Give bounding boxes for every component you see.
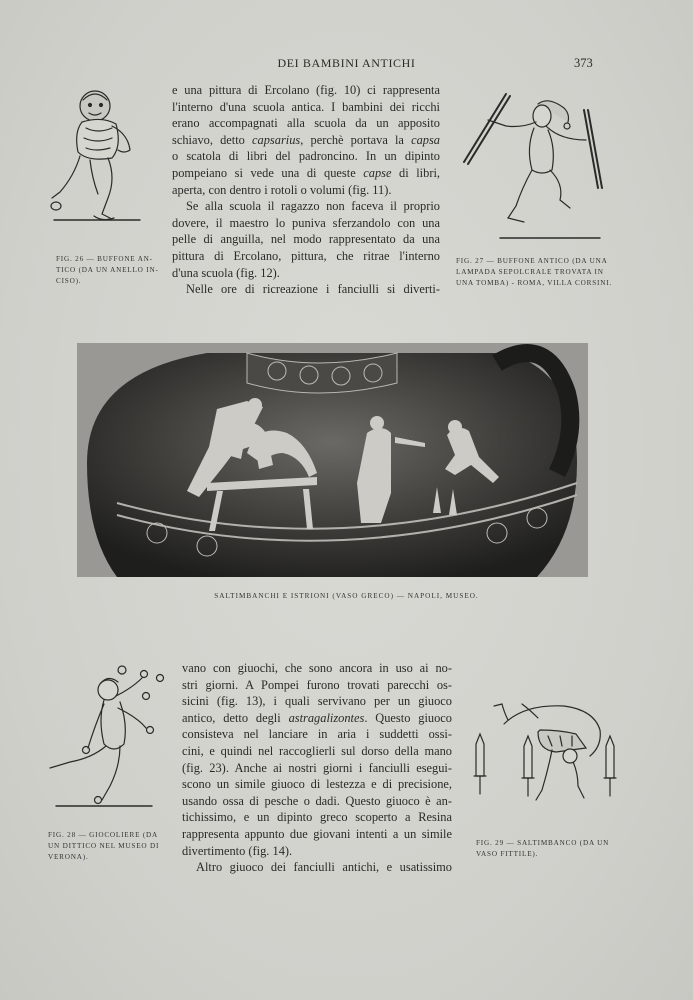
text-line: pittura di Ercolano, pittura, che ritrae l'interno <box>172 248 440 263</box>
caption-line: LAMPADA SEPOLCRALE TROVATA IN <box>456 268 604 276</box>
text-line: divertimento (fig. 14). <box>182 843 293 858</box>
text-line: pompeiano si vede una di queste <box>172 165 364 180</box>
italic-term: astragalizontes <box>288 710 365 725</box>
text-line: sicini (fig. 13), i quali servivano per un giuoco <box>182 694 452 709</box>
fig-27-jester-illustration <box>460 92 605 240</box>
text-line: l'interno d'una scuola antica. I bambini dei ricchi <box>172 99 440 114</box>
text-line: cini, e quindi nel raccoglierli sul dorso della mano <box>182 743 452 758</box>
text-line: consisteva nel lanciare in aria i suddetti ossi- <box>182 727 452 742</box>
text-line: scono un simile giuoco di lestezza e di precisione, <box>182 777 452 792</box>
greek-vase-photograph <box>77 343 588 577</box>
italic-term: capsa <box>411 132 441 147</box>
text-line: stri giorni. A Pompei furono trovati parecchi os- <box>182 677 452 692</box>
caption-line: UNA TOMBA) - ROMA, VILLA CORSINI. <box>456 279 612 287</box>
text-line: d'una scuola (fig. 12). <box>172 265 280 280</box>
caption-line: VERONA). <box>48 853 89 861</box>
text-line: (fig. 23). Anche ai nostri giorni i fanciulli esegui- <box>182 760 452 775</box>
text-line: usando ossa di pesche o dadi. Questo giuoco è an- <box>182 793 452 808</box>
fig-27-caption <box>456 256 616 289</box>
caption-line: VASO FITTILE). <box>476 850 539 858</box>
text-line: rappresenta appunto due giovani intenti a un simile <box>182 826 452 841</box>
running-title: DEI BAMBINI ANTICHI <box>277 56 416 70</box>
vase-image <box>77 343 588 577</box>
text-line: Altro giuoco dei fanciulli antichi, e usatissimo <box>196 860 452 875</box>
text-line: dovere, il maestro lo puniva sferzandolo con una <box>172 215 440 230</box>
text-line: , perchè portava la <box>300 132 412 147</box>
fig-28-juggler-illustration <box>46 664 174 814</box>
text-line: aperta, con dentro i rotoli o volumi (fig. 11). <box>172 182 392 197</box>
fig-26-jester-illustration <box>50 88 150 236</box>
caption-line: FIG. 28 — GIOCOLIERE (DA <box>48 831 159 839</box>
text-line: e una pittura di Ercolano (fig. 10) ci rappresenta <box>172 83 440 97</box>
text-line: pelle di anguilla, nel modo rappresentato da una <box>172 232 440 247</box>
text-line: di libri, <box>391 165 440 180</box>
caption-line: TICO (DA UN ANELLO IN- <box>56 266 159 274</box>
text-line: Se alla scuola il ragazzo non faceva il proprio <box>186 199 440 214</box>
running-header <box>0 56 693 72</box>
caption-line: CISO). <box>56 277 82 285</box>
text-line: Nelle ore di ricreazione i fanciulli si diverti- <box>186 282 440 297</box>
fig-28-caption <box>48 830 174 863</box>
text-line: o scatola di libri del padroncino. In un dipinto <box>172 149 440 164</box>
caption-line: FIG. 26 — BUFFONE AN- <box>56 255 153 263</box>
italic-term: capse <box>363 165 392 180</box>
photo-caption: SALTIMBANCHI E ISTRIONI (VASO GRECO) — NAPOLI, MUSEO. <box>214 592 479 600</box>
italic-term: capsarius <box>252 132 301 147</box>
caption-line: UN DITTICO NEL MUSEO DI <box>48 842 160 850</box>
text-line: erano accompagnati alla scuola da un apposito <box>172 116 440 131</box>
caption-line: FIG. 27 — BUFFONE ANTICO (DA UNA <box>456 257 608 265</box>
text-line: schiavo, detto <box>172 132 253 147</box>
fig-29-acrobat-illustration <box>468 690 620 808</box>
body-text-bottom <box>182 660 452 876</box>
text-line: tichissimo, e un dipinto greco scoperto a Resina <box>182 810 452 825</box>
body-text-top <box>172 82 440 298</box>
fig-26-caption <box>56 254 166 287</box>
text-line: . Questo giuoco <box>364 710 453 725</box>
page-number: 373 <box>574 56 593 70</box>
fig-29-caption <box>476 838 626 860</box>
caption-line: FIG. 29 — SALTIMBANCO (DA UN <box>476 839 610 847</box>
text-line: antico, detto degli <box>182 710 289 725</box>
text-line: vano con giuochi, che sono ancora in uso ai no- <box>182 661 452 675</box>
